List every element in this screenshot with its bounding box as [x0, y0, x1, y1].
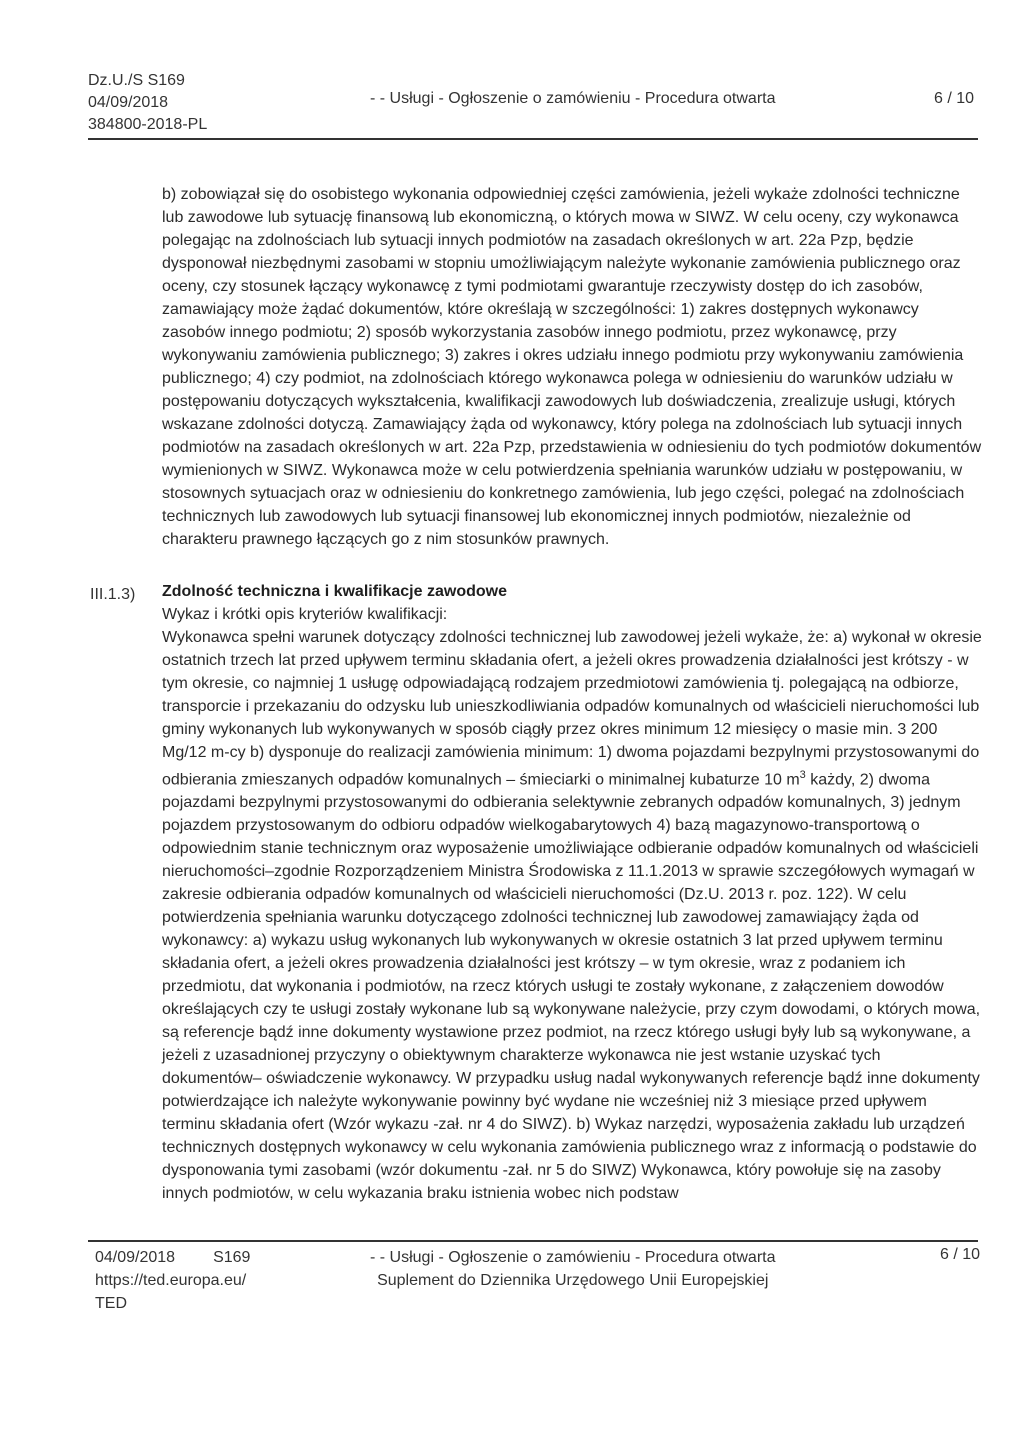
section-technical-capacity [162, 580, 982, 1205]
criteria-text-part-2: każdy, 2) dwoma pojazdami bezpylnymi przystosowanymi do odbierania selektywnie zebranych odpadów komunalnych, 3) jednym pojazdem przystosowanym do odbioru odpadów wielkogabarytowych 4) bazą magazynowo-transportową o odpowiednim stanie technicznym oraz wyposażenie umożliwiające odbieranie odpadów komunalnych od właścicieli nieruchomości–zgodnie Rozporządzeniem Ministra Środowiska z 11.1.2013 w sprawie szczegółowych wymagań w zakresie odbierania odpadów komunalnych od właścicieli nieruchomości (Dz.U. 2013 r. poz. 122). W celu potwierdzenia spełniania warunku dotyczącego zdolności technicznej lub zawodowej zamawiający żąda od wykonawcy: a) wykazu usług wykonanych lub wykonywanych w okresie ostatnich 3 lat przed upływem terminu składania ofert, a jeżeli okres prowadzenia działalności jest krótszy – w tym okresie, wraz z podaniem ich przedmiotu, dat wykonania i podmiotów, na rzecz których usługi te zostały wykonane, z załączeniem dowodów określających czy te usługi zostały wykonane lub są wykonywane należycie, przy czym dowodami, o których mowa, są referencje bądź inne dokumenty wystawione przez podmiot, na rzecz którego usługi były lub są wykonywane, a jeżeli z uzasadnionej przyczyny o obiektywnym charakterze wykonawca nie jest wstanie uzyskać tych dokumentów– oświadczenie wykonawcy. W przypadku usług nadal wykonywanych referencje bądź inne dokumenty potwierdzające ich należyte wykonywanie powinny być wydane nie wcześniej niż 3 miesiące przed upływem terminu składania ofert (Wzór wykazu -zał. nr 4 do SIWZ). b) Wykaz narzędzi, wyposażenia zakładu lub urządzeń technicznych dostępnych wykonawcy w celu wykonania zamówienia publicznego wraz z informacją o podstawie do dysponowania tymi zasobami (wzór dokumentu -zał. nr 5 do SIWZ) Wykonawca, który powołuje się na zasoby innych podmiotów, w celu wykazania braku istnienia wobec nich podstaw [162, 771, 981, 1203]
criteria-label: Wykaz i krótki opis kryteriów kwalifikacji: [162, 606, 448, 623]
footer-titles [370, 1246, 776, 1292]
footer-brand: TED [95, 1295, 127, 1312]
section-number: III.1.3) [90, 586, 136, 603]
notice-id: 384800-2018-PL [88, 116, 208, 133]
footer-series: S169 [213, 1249, 251, 1266]
footer-title: - - Usługi - Ogłoszenie o zamówieniu - Procedura otwarta [370, 1249, 776, 1266]
header-page-number: 6 / 10 [934, 90, 975, 107]
header-date: 04/09/2018 [88, 94, 169, 111]
header-divider [88, 138, 978, 140]
header-title: - - Usługi - Ogłoszenie o zamówieniu - Procedura otwarta [370, 90, 776, 107]
criteria-text [162, 626, 982, 1205]
footer-divider [88, 1240, 978, 1242]
paragraph-b-text: b) zobowiązał się do osobistego wykonania odpowiedniej części zamówienia, jeżeli wykaże zdolności techniczne lub zawodowe lub sytuację finansową lub ekonomiczną, o których mowa w SIWZ. W celu oceny, czy wykonawca polegając na zdolnościach lub sytuacji innych podmiotów na zasadach określonych w art. 22a Pzp, będzie dysponował niezbędnymi zasobami w stopniu umożliwiającym należyte wykonanie zamówienia publicznego oraz oceny, czy stosunek łączący wykonawcę z tymi podmiotami gwarantuje rzeczywisty dostęp do ich zasobów, zamawiający może żądać dokumentów, które określają w szczególności: 1) zakres dostępnych wykonawcy zasobów innego podmiotu; 2) sposób wykorzystania zasobów innego podmiotu, przez wykonawcę, przy wykonywaniu zamówienia publicznego; 3) zakres i okres udziału innego podmiotu przy wykonywaniu zamówienia publicznego; 4) czy podmiot, na zdolnościach którego wykonawca polega w odniesieniu do warunków udziału w postępowaniu dotyczących wykształcenia, kwalifikacji zawodowych lub doświadczenia, zrealizuje usługi, których wskazane zdolności dotyczą. Zamawiający żąda od wykonawcy, który polega na zdolnościach lub sytuacji innych podmiotów na zasadach określonych w art. 22a Pzp, przedstawienia w odniesieniu do tych podmiotów dokumentów wymienionych w SIWZ. Wykonawca może w celu potwierdzenia spełniania warunków udziału w postępowaniu, w stosownych sytuacjach oraz w odniesieniu do konkretnego zamówienia, lub jego części, polegać na zdolnościach technicznych lub zawodowych lub sytuacji finansowej lub ekonomicznej innych podmiotów, niezależnie od charakteru prawnego łączących go z nim stosunków prawnych. [162, 186, 982, 548]
section-title: Zdolność techniczna i kwalifikacje zawodowe [162, 583, 507, 600]
footer-url-link[interactable]: https://ted.europa.eu/ [95, 1272, 247, 1289]
footer-date: 04/09/2018 [95, 1249, 176, 1266]
footer-subtitle: Suplement do Dziennika Urzędowego Unii Europejskiej [377, 1272, 769, 1289]
footer-meta [95, 1246, 250, 1315]
superscript-cubic: 3 [799, 769, 806, 781]
footer-page-number: 6 / 10 [940, 1246, 981, 1263]
doc-reference: Dz.U./S S169 [88, 72, 185, 89]
header-meta [88, 70, 207, 136]
criteria-text-part-1: Wykonawca spełni warunek dotyczący zdolności technicznej lub zawodowej jeżeli wykaże, że: a) wykonał w okresie ostatnich trzech lat przed upływem terminu składania ofert, a jeżeli okres prowadzenia działalności jest krótszy - w tym okresie, co najmniej 1 usługę odpowiadającą rodzajem przedmiotowi zamówienia tj. polegającą na odbiorze, transporcie i przekazaniu do odzysku lub unieszkodliwiania odpadów komunalnych od właścicieli nieruchomości lub gminy wykonanych lub wykonywanych w sposób ciągły przez okres minimum 12 miesięcy o masie min. 3 200 Mg/12 m-cy b) dysponuje do realizacji zamówienia minimum: 1) dwoma pojazdami bezpylnymi przystosowanymi do odbierania zmieszanych odpadów komunalnych – śmieciarki o minimalnej kubaturze 10 m [162, 629, 982, 789]
paragraph-b [162, 183, 982, 551]
